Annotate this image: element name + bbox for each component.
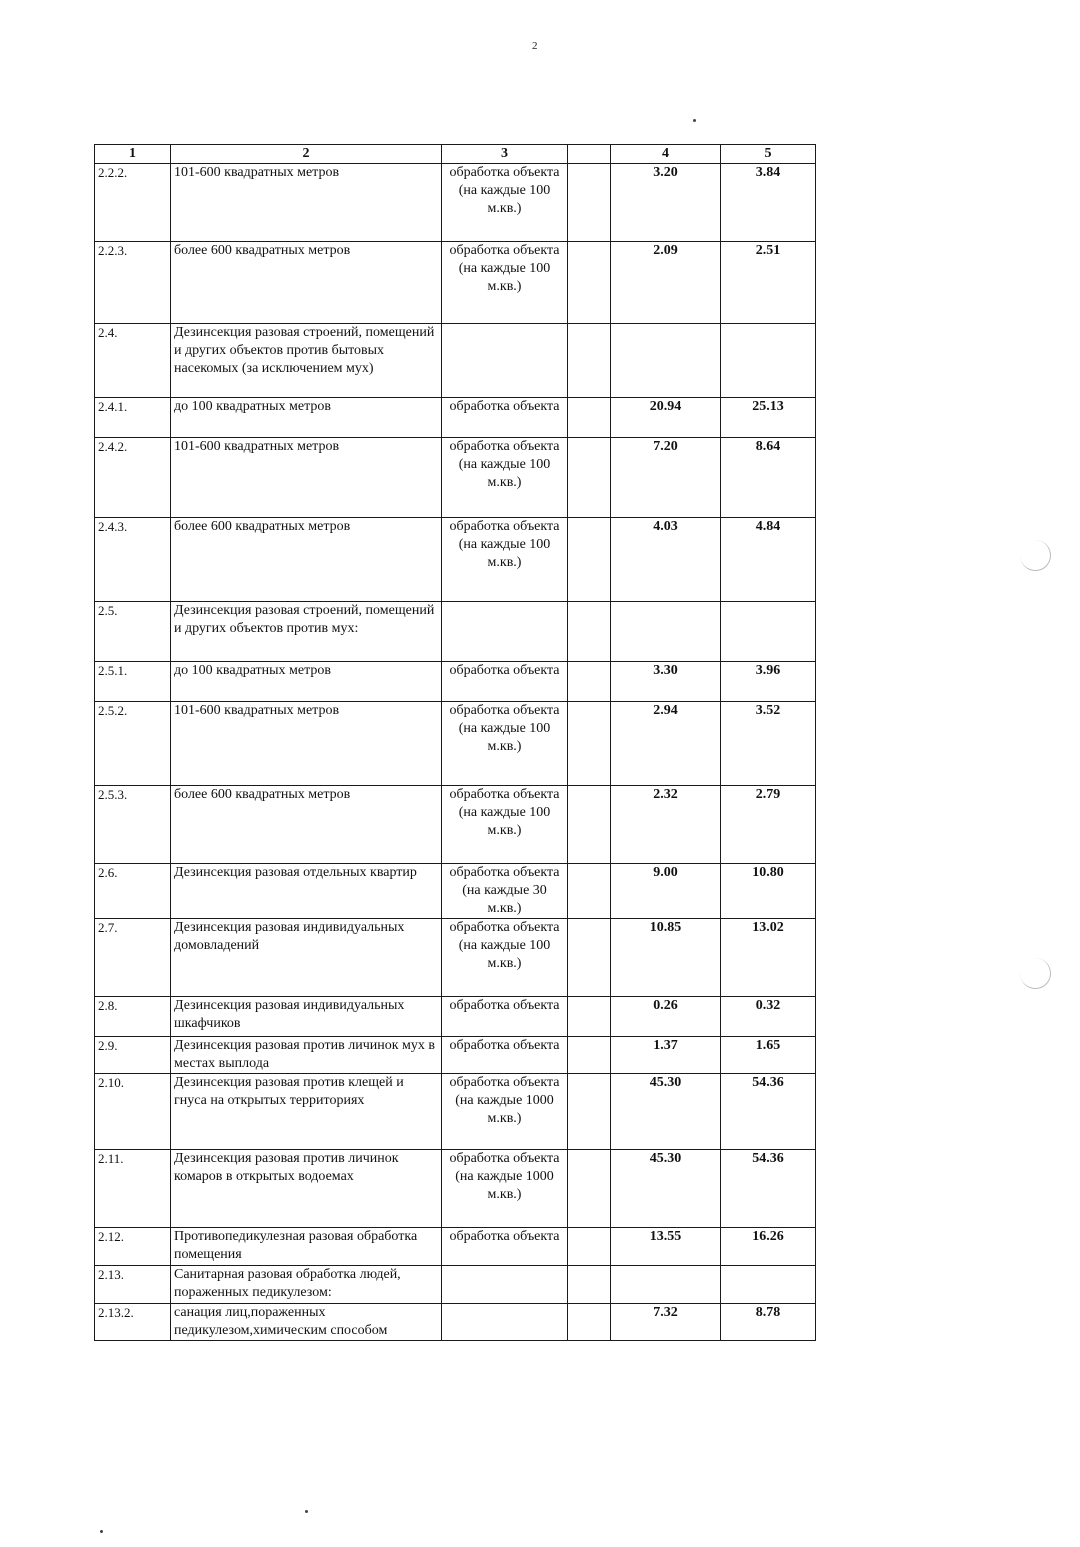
row-number: 2.9.: [95, 1037, 171, 1074]
price-col5: 54.36: [721, 1150, 816, 1228]
price-col4: [611, 602, 721, 662]
row-number: 2.10.: [95, 1074, 171, 1150]
price-col5: 54.36: [721, 1074, 816, 1150]
blank-cell: [568, 662, 611, 702]
row-number: 2.4.: [95, 324, 171, 398]
blank-cell: [568, 919, 611, 997]
service-name: 101-600 квадратных метров: [171, 702, 442, 786]
table-row: [95, 919, 816, 997]
row-number: 2.4.2.: [95, 438, 171, 518]
blank-cell: [568, 1266, 611, 1304]
price-col4: 2.94: [611, 702, 721, 786]
blank-cell: [568, 398, 611, 438]
hole-punch-mark: [1020, 540, 1051, 571]
table-row: [95, 864, 816, 919]
blank-cell: [568, 438, 611, 518]
price-col5: 25.13: [721, 398, 816, 438]
row-number: 2.12.: [95, 1228, 171, 1266]
blank-cell: [568, 164, 611, 242]
blank-cell: [568, 1304, 611, 1341]
page-number: 2: [532, 40, 538, 52]
service-name: Дезинсекция разовая индивидуальных домовладений: [171, 919, 442, 997]
blank-cell: [568, 1150, 611, 1228]
service-name: Дезинсекция разовая отдельных квартир: [171, 864, 442, 919]
unit-of-measure: [442, 1266, 568, 1304]
table-row: [95, 786, 816, 864]
scan-speck: [305, 1510, 308, 1513]
unit-of-measure: [442, 324, 568, 398]
price-col5: 4.84: [721, 518, 816, 602]
blank-cell: [568, 702, 611, 786]
row-number: 2.2.3.: [95, 242, 171, 324]
price-col4: 3.20: [611, 164, 721, 242]
col-header-4: 4: [611, 145, 721, 164]
table-row: [95, 702, 816, 786]
unit-of-measure: обработка объекта (на каждые 100 м.кв.): [442, 518, 568, 602]
unit-of-measure: обработка объекта (на каждые 100 м.кв.): [442, 242, 568, 324]
unit-of-measure: [442, 602, 568, 662]
row-number: 2.2.2.: [95, 164, 171, 242]
col-header-blank: [568, 145, 611, 164]
table-row: [95, 997, 816, 1037]
table-row: [95, 242, 816, 324]
price-col5: [721, 1266, 816, 1304]
table-row: [95, 324, 816, 398]
price-col5: 3.96: [721, 662, 816, 702]
blank-cell: [568, 1228, 611, 1266]
col-header-5: 5: [721, 145, 816, 164]
price-col4: 7.32: [611, 1304, 721, 1341]
blank-cell: [568, 324, 611, 398]
table-row: [95, 1304, 816, 1341]
price-col5: 2.51: [721, 242, 816, 324]
row-number: 2.6.: [95, 864, 171, 919]
blank-cell: [568, 602, 611, 662]
price-col5: 8.64: [721, 438, 816, 518]
price-table: [94, 144, 816, 1341]
blank-cell: [568, 242, 611, 324]
price-col5: 8.78: [721, 1304, 816, 1341]
unit-of-measure: обработка объекта: [442, 1037, 568, 1074]
price-col5: 3.52: [721, 702, 816, 786]
unit-of-measure: обработка объекта: [442, 662, 568, 702]
table-row: [95, 1037, 816, 1074]
scan-speck: [693, 119, 696, 122]
price-col4: 13.55: [611, 1228, 721, 1266]
unit-of-measure: обработка объекта (на каждые 100 м.кв.): [442, 919, 568, 997]
unit-of-measure: [442, 1304, 568, 1341]
service-name: Дезинсекция разовая против клещей и гнуса на открытых территориях: [171, 1074, 442, 1150]
unit-of-measure: обработка объекта (на каждые 100 м.кв.): [442, 786, 568, 864]
table-row: [95, 398, 816, 438]
service-name: до 100 квадратных метров: [171, 662, 442, 702]
price-col4: 10.85: [611, 919, 721, 997]
service-name: более 600 квадратных метров: [171, 518, 442, 602]
blank-cell: [568, 786, 611, 864]
header-row: [95, 145, 816, 164]
price-col5: 13.02: [721, 919, 816, 997]
blank-cell: [568, 1037, 611, 1074]
hole-punch-mark: [1020, 958, 1051, 989]
col-header-1: 1: [95, 145, 171, 164]
price-col4: 20.94: [611, 398, 721, 438]
price-col5: 16.26: [721, 1228, 816, 1266]
price-col4: 7.20: [611, 438, 721, 518]
col-header-2: 2: [171, 145, 442, 164]
row-number: 2.8.: [95, 997, 171, 1037]
price-col5: 3.84: [721, 164, 816, 242]
row-number: 2.5.2.: [95, 702, 171, 786]
table-row: [95, 1266, 816, 1304]
service-name: 101-600 квадратных метров: [171, 164, 442, 242]
scan-speck: [100, 1530, 103, 1533]
table-row: [95, 518, 816, 602]
service-name: 101-600 квадратных метров: [171, 438, 442, 518]
row-number: 2.13.: [95, 1266, 171, 1304]
price-col4: 2.09: [611, 242, 721, 324]
price-col4: 45.30: [611, 1150, 721, 1228]
unit-of-measure: обработка объекта (на каждые 100 м.кв.): [442, 438, 568, 518]
price-col4: 0.26: [611, 997, 721, 1037]
price-col5: [721, 324, 816, 398]
row-number: 2.4.3.: [95, 518, 171, 602]
table-row: [95, 1228, 816, 1266]
price-col4: 4.03: [611, 518, 721, 602]
service-name: Дезинсекция разовая против личинок мух в местах выплода: [171, 1037, 442, 1074]
service-name: Дезинсекция разовая индивидуальных шкафчиков: [171, 997, 442, 1037]
unit-of-measure: обработка объекта (на каждые 100 м.кв.): [442, 702, 568, 786]
blank-cell: [568, 997, 611, 1037]
table-row: [95, 662, 816, 702]
table-row: [95, 1074, 816, 1150]
table-row: [95, 164, 816, 242]
service-name: Дезинсекция разовая строений, помещений и других объектов против бытовых насекомых (за исключением мух): [171, 324, 442, 398]
price-col4: 1.37: [611, 1037, 721, 1074]
price-col5: 1.65: [721, 1037, 816, 1074]
unit-of-measure: обработка объекта: [442, 1228, 568, 1266]
row-number: 2.5.: [95, 602, 171, 662]
table-row: [95, 1150, 816, 1228]
unit-of-measure: обработка объекта (на каждые 1000 м.кв.): [442, 1150, 568, 1228]
row-number: 2.4.1.: [95, 398, 171, 438]
unit-of-measure: обработка объекта (на каждые 30 м.кв.): [442, 864, 568, 919]
row-number: 2.7.: [95, 919, 171, 997]
unit-of-measure: обработка объекта: [442, 997, 568, 1037]
price-col4: [611, 1266, 721, 1304]
price-col4: 3.30: [611, 662, 721, 702]
row-number: 2.5.3.: [95, 786, 171, 864]
service-name: более 600 квадратных метров: [171, 242, 442, 324]
service-name: Дезинсекция разовая строений, помещений и других объектов против мух:: [171, 602, 442, 662]
row-number: 2.13.2.: [95, 1304, 171, 1341]
service-name: до 100 квадратных метров: [171, 398, 442, 438]
price-col5: [721, 602, 816, 662]
row-number: 2.5.1.: [95, 662, 171, 702]
blank-cell: [568, 518, 611, 602]
service-name: более 600 квадратных метров: [171, 786, 442, 864]
table-row: [95, 438, 816, 518]
price-col5: 0.32: [721, 997, 816, 1037]
service-name: Противопедикулезная разовая обработка помещения: [171, 1228, 442, 1266]
unit-of-measure: обработка объекта (на каждые 1000 м.кв.): [442, 1074, 568, 1150]
service-name: Дезинсекция разовая против личинок комаров в открытых водоемах: [171, 1150, 442, 1228]
unit-of-measure: обработка объекта (на каждые 100 м.кв.): [442, 164, 568, 242]
col-header-3: 3: [442, 145, 568, 164]
service-name: санация лиц,пораженных педикулезом,химическим способом: [171, 1304, 442, 1341]
blank-cell: [568, 1074, 611, 1150]
unit-of-measure: обработка объекта: [442, 398, 568, 438]
price-col5: 10.80: [721, 864, 816, 919]
blank-cell: [568, 864, 611, 919]
table-row: [95, 602, 816, 662]
price-col4: 9.00: [611, 864, 721, 919]
service-name: Санитарная разовая обработка людей, пораженных педикулезом:: [171, 1266, 442, 1304]
price-col4: 2.32: [611, 786, 721, 864]
price-col4: 45.30: [611, 1074, 721, 1150]
price-col4: [611, 324, 721, 398]
price-col5: 2.79: [721, 786, 816, 864]
row-number: 2.11.: [95, 1150, 171, 1228]
